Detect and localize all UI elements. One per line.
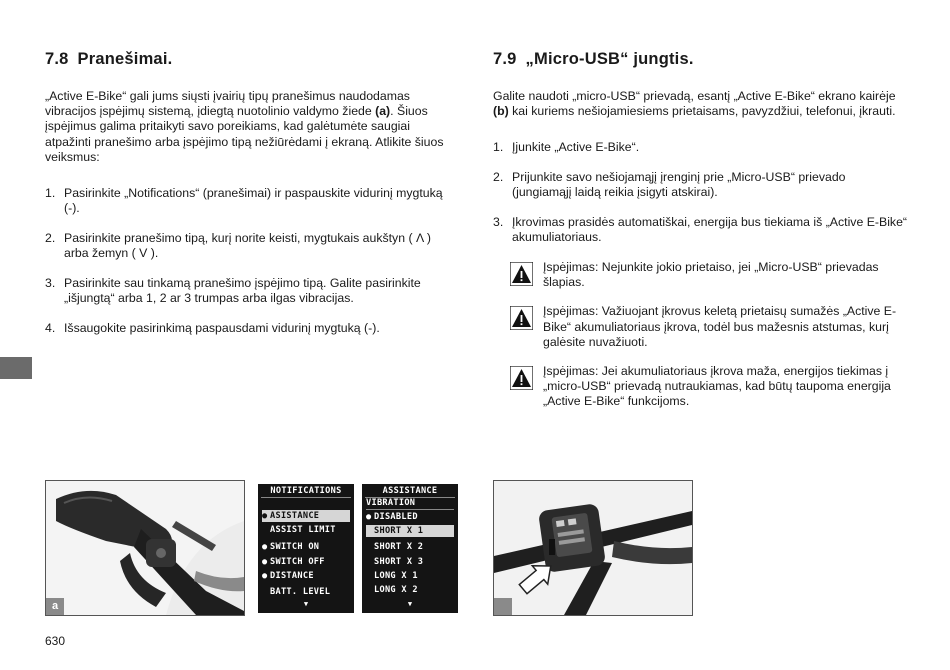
scroll-down-icon: ▼ <box>407 600 413 608</box>
step-item <box>45 276 457 306</box>
step-text: Pasirinkite sau tinkamą pranešimo įspėjimo tipą. Galite pasirinkite „išjungtą“ arba 1, 2 ar 3 trumpas arba ilgas vibracijas. <box>64 275 421 306</box>
intro-paragraph <box>493 89 908 119</box>
menu-item-label: LONG X 2 <box>374 585 418 595</box>
menu-item-label: ASSIST LIMIT <box>270 525 336 535</box>
warning-item <box>493 364 908 410</box>
intro-text-cont: kai kuriems nešiojamiesiems prietaisams, pavyzdžiui, telefonui, įkrauti. <box>508 104 896 119</box>
menu-item-short-x2 <box>366 541 454 553</box>
menu-item-distance <box>262 570 350 582</box>
menu-item-asistance <box>262 510 350 522</box>
section-heading <box>45 50 457 69</box>
step-number: 3. <box>45 275 56 290</box>
screen-header: ASSISTANCE <box>365 486 455 498</box>
warning-icon <box>510 262 533 286</box>
section-number: 7.8 <box>45 50 69 68</box>
figure-ref: (b) <box>493 104 509 119</box>
step-text: Pasirinkite pranešimo tipą, kurį norite keisti, mygtukais aukštyn ( Λ ) arba žemyn ( V ). <box>64 230 432 261</box>
section-title: „Micro-USB“ jungtis. <box>525 50 694 68</box>
step-text: Prijunkite savo nešiojamąjį įrenginį prie „Micro-USB“ prievado (jungiamąjį laidą reikia įsigyti atskirai). <box>512 170 846 200</box>
bullet-icon: ● <box>262 542 268 552</box>
menu-item-label: ASISTANCE <box>270 511 320 521</box>
step-number: 1. <box>45 186 56 201</box>
step-number: 4. <box>45 320 56 335</box>
warning-text: Įspėjimas: Jei akumuliatoriaus įkrova maža, energijos tiekimas į „micro-USB“ prievadą nutraukiamas, kad būtų taupoma energija „Active E-Bike“ funkcijoms. <box>543 363 891 409</box>
step-item <box>493 215 908 245</box>
menu-item-long-x2 <box>366 584 454 596</box>
step-item <box>45 231 457 261</box>
step-text: Pasirinkite „Notifications“ (pranešimai) ir paspauskite vidurinį mygtuką (-). <box>64 186 443 216</box>
figure-label: a <box>46 598 64 615</box>
warning-item <box>493 260 908 290</box>
step-item <box>493 140 908 155</box>
menu-item-label: SWITCH OFF <box>270 557 325 567</box>
bullet-icon: ● <box>262 557 268 567</box>
menu-item-short-x3 <box>366 556 454 568</box>
warning-text: Įspėjimas: Nejunkite jokio prietaiso, jei „Micro-USB“ prievadas šlapias. <box>543 259 879 290</box>
step-text: Įjunkite „Active E-Bike“. <box>512 140 640 155</box>
step-text: Išsaugokite pasirinkimą paspausdami vidurinį mygtuką (-). <box>64 320 380 335</box>
handlebar-illustration <box>46 481 244 615</box>
menu-item-assist-limit <box>262 524 350 536</box>
display-illustration <box>494 481 692 615</box>
intro-text: „Active E-Bike“ gali jums siųsti įvairių tipų pranešimus naudodamas vibracijos įspėjimų sistemą, įdiegtą nuotolinio valdymo žiede <box>45 89 410 119</box>
photo-handlebar-remote <box>45 480 245 616</box>
figure-label <box>494 598 512 615</box>
menu-item-label: SHORT X 1 <box>374 526 424 536</box>
figure-ref: (a) <box>375 104 391 119</box>
screen-header: NOTIFICATIONS <box>261 486 351 498</box>
intro-text-cont: . Šiuos įspėjimus galima pritaikyti savo poreikiams, kad galėtumėte saugiai atpažinti pranešimo arba įspėjimo tipą nežiūrėdami į ekraną. Atlikite šiuos veiksmus: <box>45 104 444 164</box>
section-notifications <box>45 50 457 350</box>
menu-item-switch-on <box>262 541 350 553</box>
bullet-icon: ● <box>262 511 268 521</box>
menu-item-batt-level <box>262 586 350 598</box>
warning-item <box>493 304 908 350</box>
menu-item-label: SHORT X 3 <box>374 557 424 567</box>
menu-item-label: LONG X 1 <box>374 571 418 581</box>
intro-text: Galite naudoti „micro-USB“ prievadą, esantį „Active E-Bike“ ekrano kairėje <box>493 89 896 103</box>
step-number: 2. <box>493 170 504 185</box>
menu-item-label: SHORT X 2 <box>374 542 424 552</box>
bullet-icon: ● <box>262 571 268 581</box>
screen-subheader: VIBRATION <box>366 497 454 510</box>
menu-item-switch-off <box>262 556 350 568</box>
step-item <box>45 186 457 216</box>
menu-item-label: DISTANCE <box>270 571 314 581</box>
scroll-down-icon: ▼ <box>303 600 309 608</box>
menu-item-long-x1 <box>366 570 454 582</box>
chapter-tab <box>0 357 32 379</box>
page-number: 630 <box>45 634 66 648</box>
section-title: Pranešimai. <box>77 50 173 68</box>
step-text: Įkrovimas prasidės automatiškai, energija bus tiekiama iš „Active E-Bike“ akumuliatoriaus. <box>512 215 908 245</box>
step-number: 1. <box>493 140 504 155</box>
warning-icon <box>510 366 533 390</box>
step-item <box>493 170 908 200</box>
step-item <box>45 321 457 336</box>
step-number: 2. <box>45 230 56 245</box>
intro-paragraph <box>45 89 457 165</box>
warning-icon <box>510 306 533 330</box>
bullet-icon: ● <box>366 512 372 522</box>
screen-notifications-menu <box>258 484 354 613</box>
photo-display-usb <box>493 480 693 616</box>
menu-item-short-x1 <box>366 525 454 537</box>
step-number: 3. <box>493 215 504 230</box>
section-number: 7.9 <box>493 50 517 68</box>
screen-vibration-menu <box>362 484 458 613</box>
warning-text: Įspėjimas: Važiuojant įkrovus keletą prietaisų sumažės „Active E-Bike“ akumuliatoriaus įkrova, todėl bus mažesnis atstumas, kurį galėsite nuvažiuoti. <box>543 304 897 349</box>
menu-item-label: BATT. LEVEL <box>270 587 331 597</box>
section-heading <box>493 50 908 69</box>
steps-list <box>45 186 457 336</box>
section-micro-usb <box>493 50 908 424</box>
menu-item-label: DISABLED <box>374 512 418 522</box>
menu-item-disabled <box>366 511 454 523</box>
steps-list <box>493 140 908 245</box>
menu-item-label: SWITCH ON <box>270 542 320 552</box>
